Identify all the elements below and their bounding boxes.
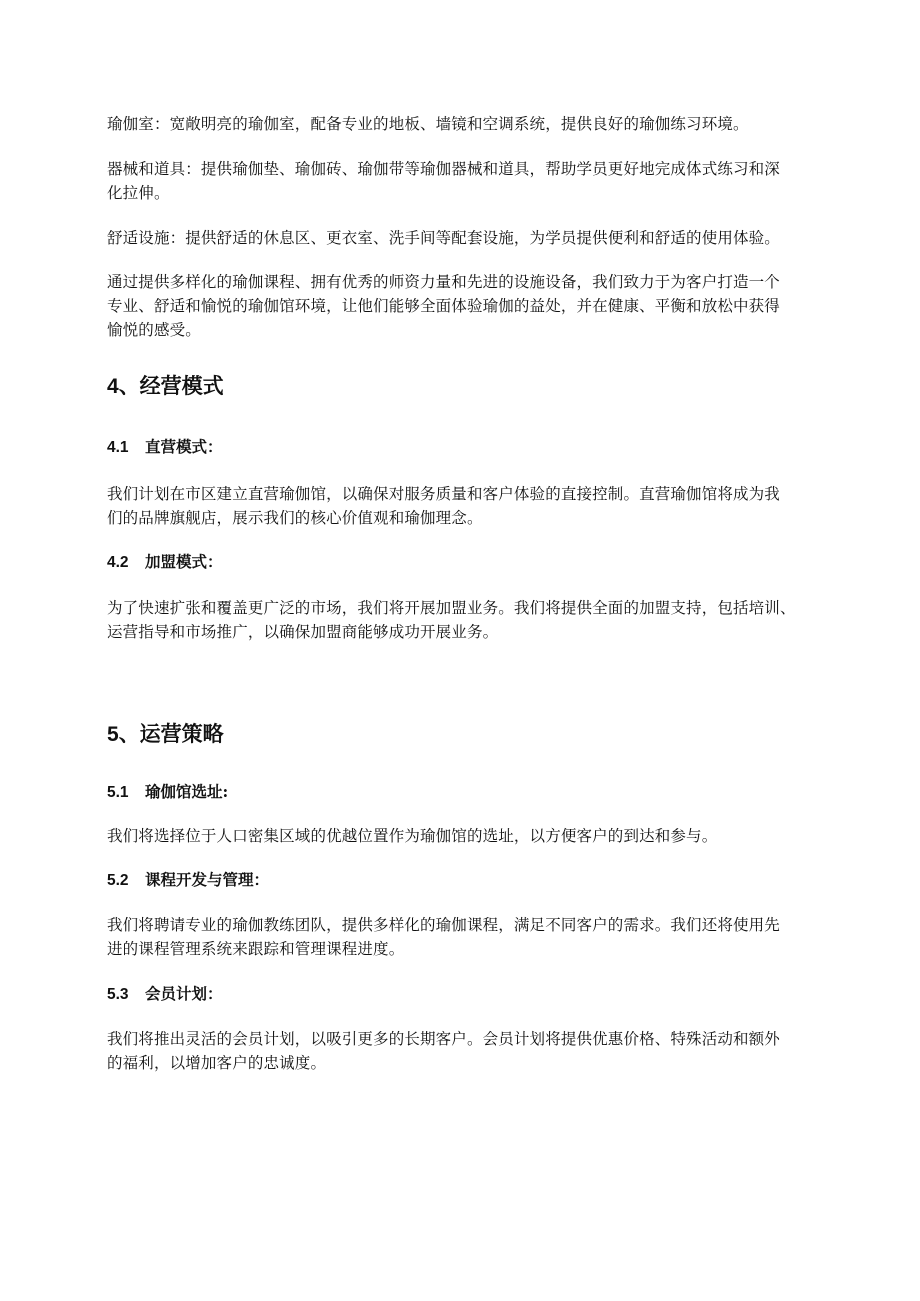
paragraph-summary <box>107 270 847 342</box>
subsection-title: 会员计划： <box>145 984 223 1003</box>
heading-section-5 <box>107 720 847 749</box>
heading-5-2 <box>107 869 847 892</box>
text-line: 器械和道具：提供瑜伽垫、瑜伽砖、瑜伽带等瑜伽器械和道具，帮助学员更好地完成体式练习和深 <box>107 160 780 178</box>
paragraph-course-management <box>107 913 847 961</box>
paragraph-direct-operation <box>107 482 847 530</box>
paragraph-site-selection <box>107 824 847 848</box>
heading-5-1 <box>107 781 847 804</box>
subsection-title: 瑜伽馆选址: <box>145 782 229 801</box>
text-line: 进的课程管理系统来跟踪和管理课程进度。 <box>107 940 405 958</box>
text-line: 瑜伽室：宽敞明亮的瑜伽室，配备专业的地板、墙镜和空调系统，提供良好的瑜伽练习环境。 <box>107 115 749 133</box>
text-line: 们的品牌旗舰店，展示我们的核心价值观和瑜伽理念。 <box>107 509 483 527</box>
text-line: 为了快速扩张和覆盖更广泛的市场，我们将开展加盟业务。我们将提供全面的加盟支持，包括培训、 <box>107 599 796 617</box>
text-line: 通过提供多样化的瑜伽课程、拥有优秀的师资力量和先进的设施设备，我们致力于为客户打造一个 <box>107 273 780 291</box>
subsection-number: 5.1 <box>107 784 129 801</box>
paragraph-comfort-facilities <box>107 226 847 250</box>
subsection-number: 4.1 <box>107 439 129 456</box>
text-line: 我们计划在市区建立直营瑜伽馆，以确保对服务质量和客户体验的直接控制。直营瑜伽馆将成为我 <box>107 485 780 503</box>
subsection-number: 5.2 <box>107 872 129 889</box>
heading-section-4 <box>107 372 847 401</box>
heading-4-2 <box>107 551 847 574</box>
text-line: 的福利，以增加客户的忠诚度。 <box>107 1054 327 1072</box>
text-line: 化拉伸。 <box>107 184 170 202</box>
subsection-number: 5.3 <box>107 986 129 1003</box>
paragraph-equipment <box>107 157 847 205</box>
heading-4-1 <box>107 436 847 459</box>
section-number: 5 <box>107 723 119 746</box>
text-line: 我们将聘请专业的瑜伽教练团队，提供多样化的瑜伽课程，满足不同客户的需求。我们还将使用先 <box>107 916 780 934</box>
text-line: 我们将选择位于人口密集区域的优越位置作为瑜伽馆的选址，以方便客户的到达和参与。 <box>107 827 718 845</box>
text-line: 舒适设施：提供舒适的休息区、更衣室、洗手间等配套设施，为学员提供便利和舒适的使用体验。 <box>107 229 780 247</box>
paragraph-yoga-room <box>107 112 847 136</box>
paragraph-membership <box>107 1027 847 1075</box>
subsection-title: 直营模式： <box>145 437 223 456</box>
subsection-number: 4.2 <box>107 554 129 571</box>
section-number: 4 <box>107 375 119 398</box>
subsection-title: 加盟模式： <box>145 552 223 571</box>
text-line: 愉悦的感受。 <box>107 321 201 339</box>
heading-5-3 <box>107 983 847 1006</box>
text-line: 我们将推出灵活的会员计划，以吸引更多的长期客户。会员计划将提供优惠价格、特殊活动和额外 <box>107 1030 780 1048</box>
section-title: 、经营模式 <box>118 373 224 398</box>
subsection-title: 课程开发与管理： <box>145 870 270 889</box>
text-line: 运营指导和市场推广，以确保加盟商能够成功开展业务。 <box>107 623 499 641</box>
section-title: 、运营策略 <box>118 721 224 746</box>
text-line: 专业、舒适和愉悦的瑜伽馆环境，让他们能够全面体验瑜伽的益处，并在健康、平衡和放松中获得 <box>107 297 780 315</box>
paragraph-franchise <box>107 596 847 644</box>
